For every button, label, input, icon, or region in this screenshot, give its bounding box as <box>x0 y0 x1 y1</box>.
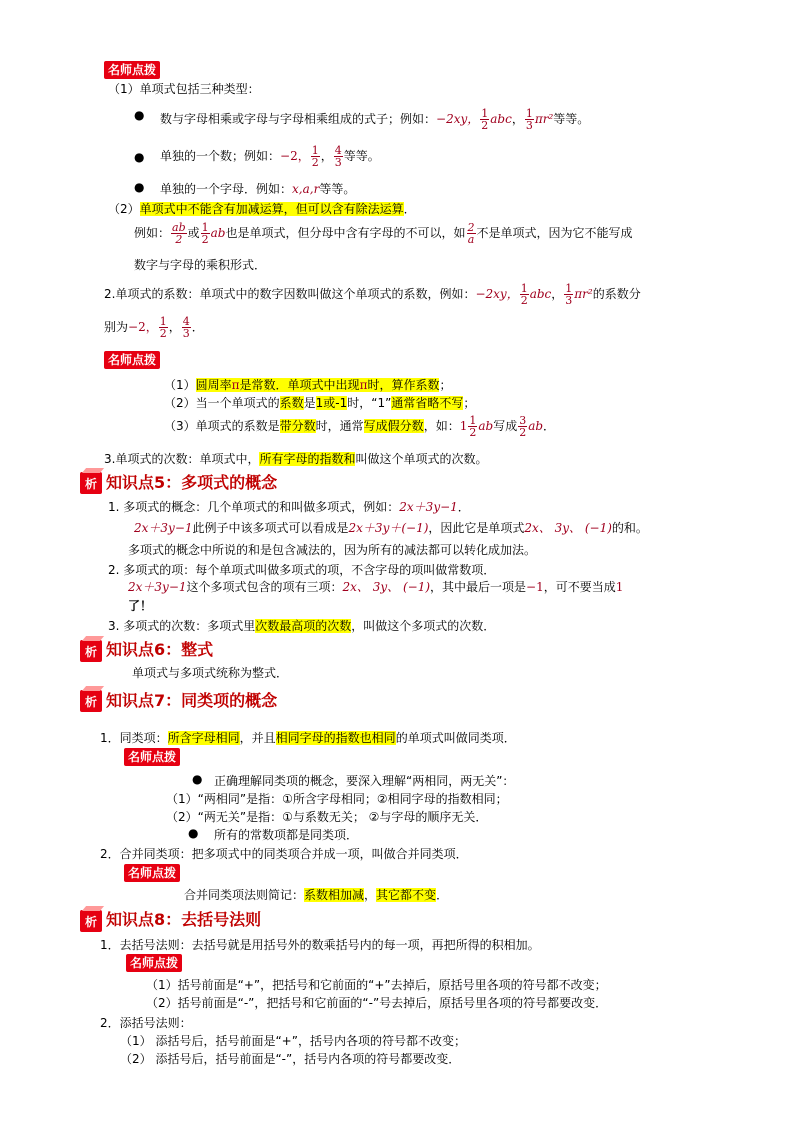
bullet-icon: ● <box>192 772 203 786</box>
tip-badge: 名师点拨 <box>104 61 160 79</box>
kp6-title: 知识点6：整式 <box>106 640 214 659</box>
add-minus-rule: （2） 添括号后，括号前面是“-”，括号内各项的符号都要改变． <box>120 1052 461 1066</box>
no-addition-rule: （2）单项式中不能含有加减运算，但可以含有除法运算． <box>108 202 416 216</box>
coefficient-values: 别为−2， $\frac{1}{2}$ ， $\frac{4}{3}$ ． <box>104 315 204 340</box>
bullet-icon: ● <box>134 108 145 122</box>
mono-type-2: 单独的一个数；例如：−2， $\frac{1}{2}$ ， $\frac{4}{3}$ 等等。 <box>160 144 380 169</box>
knowledge-point-icon: 析 <box>80 640 102 662</box>
bullet-icon: ● <box>188 826 199 840</box>
poly-note: 多项式的概念中所说的和是包含减法的，因为所有的减法都可以转化成加法。 <box>128 543 537 557</box>
knowledge-point-icon: 析 <box>80 690 102 712</box>
like-terms-tip: 正确理解同类项的概念，要深入理解“两相同，两无关”： <box>214 774 515 788</box>
mono-example: 例如： $\frac{ab}{2}$ 或 $\frac{1}{2}$ ab也是单项式，但分母中含有字母的不可以，如 $\frac{2}{a}$ 不是单项式，因为它不能写成 <box>134 221 633 246</box>
tip-badge: 名师点拨 <box>124 748 180 766</box>
add-brackets-rule: 2．添括号法则： <box>100 1016 192 1030</box>
kp7-title: 知识点7：同类项的概念 <box>106 691 278 710</box>
bullet-icon: ● <box>134 180 145 194</box>
bullet-icon: ● <box>134 150 145 164</box>
mono-example-tail: 数字与字母的乘积形式． <box>134 258 267 272</box>
integral-def: 单项式与多项式统称为整式． <box>132 666 289 680</box>
combine-rule: 合并同类项法则简记：系数相加减，其它都不变． <box>184 888 449 902</box>
tip-badge: 名师点拨 <box>126 954 182 972</box>
remove-minus-rule: （2）括号前面是“-”，把括号和它前面的“-”号去掉后，原括号里各项的符号都要改变． <box>146 996 608 1010</box>
mono-types-intro: （1）单项式包括三种类型： <box>108 82 260 96</box>
tip-badge: 名师点拨 <box>124 864 180 882</box>
coef-tip-1: （1）圆周率π是常数．单项式中出现π时，算作系数； <box>164 378 452 392</box>
knowledge-point-icon: 析 <box>80 910 102 932</box>
combine-like-terms: 2．合并同类项：把多项式中的同类项合并成一项，叫做合并同类项． <box>100 847 468 861</box>
remove-plus-rule: （1）括号前面是“+”，把括号和它前面的“+”去掉后，原括号里各项的符号都不改变； <box>146 978 607 992</box>
kp5-title: 知识点5：多项式的概念 <box>106 473 278 492</box>
poly-example: 2x＋3y−1此例子中该多项式可以看成是2x＋3y＋(−1)，因此它是单项式2x、 3y、 (−1)的和。 <box>134 521 648 535</box>
coefficient-def: 2.单项式的系数：单项式中的数字因数叫做这个单项式的系数，例如：−2xy， $\frac{1}{2}$ abc， $\frac{1}{3}$ πr²的系数分 <box>104 282 641 307</box>
poly-def: 1. 多项式的概念：几个单项式的和叫做多项式，例如：2x＋3y−1． <box>108 500 470 514</box>
poly-term-def: 2. 多项式的项：每个单项式叫做多项式的项，不含字母的项叫做常数项． <box>108 563 496 577</box>
tip-badge: 名师点拨 <box>104 351 160 369</box>
poly-term-example: 2x＋3y−1这个多项式包含的项有三项：2x、 3y、 (−1)，其中最后一项是−1，可不要当成1 <box>128 580 624 594</box>
constants-note: 所有的常数项都是同类项． <box>214 828 359 842</box>
mono-type-1: 数与字母相乘或字母与字母相乘组成的式子；例如：−2xy， $\frac{1}{2}$ abc， $\frac{1}{3}$ πr²等等。 <box>160 107 590 132</box>
two-same: （1）“两相同”是指：①所含字母相同；②相同字母的指数相同； <box>166 792 508 806</box>
mono-type-3: 单独的一个字母．例如：x,a,r等等。 <box>160 182 356 196</box>
coef-tip-2: （2）当一个单项式的系数是1或-1时，“1”通常省略不写； <box>164 396 476 410</box>
kp8-title: 知识点8：去括号法则 <box>106 910 262 929</box>
degree-def: 3.单项式的次数：单项式中，所有字母的指数和叫做这个单项式的次数。 <box>104 452 488 466</box>
knowledge-point-icon: 析 <box>80 472 102 494</box>
like-terms-def: 1．同类项：所含字母相同，并且相同字母的指数也相同的单项式叫做同类项． <box>100 731 516 745</box>
add-plus-rule: （1） 添括号后，括号前面是“+”，括号内各项的符号都不改变； <box>120 1034 466 1048</box>
poly-degree-def: 3. 多项式的次数：多项式里次数最高项的次数，叫做这个多项式的次数． <box>108 619 496 633</box>
remove-brackets-rule: 1．去括号法则：去括号就是用括号外的数乘括号内的每一项，再把所得的积相加。 <box>100 938 540 952</box>
coef-tip-3: （3）单项式的系数是带分数时，通常写成假分数，如：1 $\frac{1}{2}$ ab写成 $\frac{3}{2}$ ab． <box>164 414 556 439</box>
poly-term-note: 了！ <box>128 599 153 613</box>
two-irrelevant: （2）“两无关”是指：①与系数无关； ②与字母的顺序无关． <box>166 810 488 824</box>
